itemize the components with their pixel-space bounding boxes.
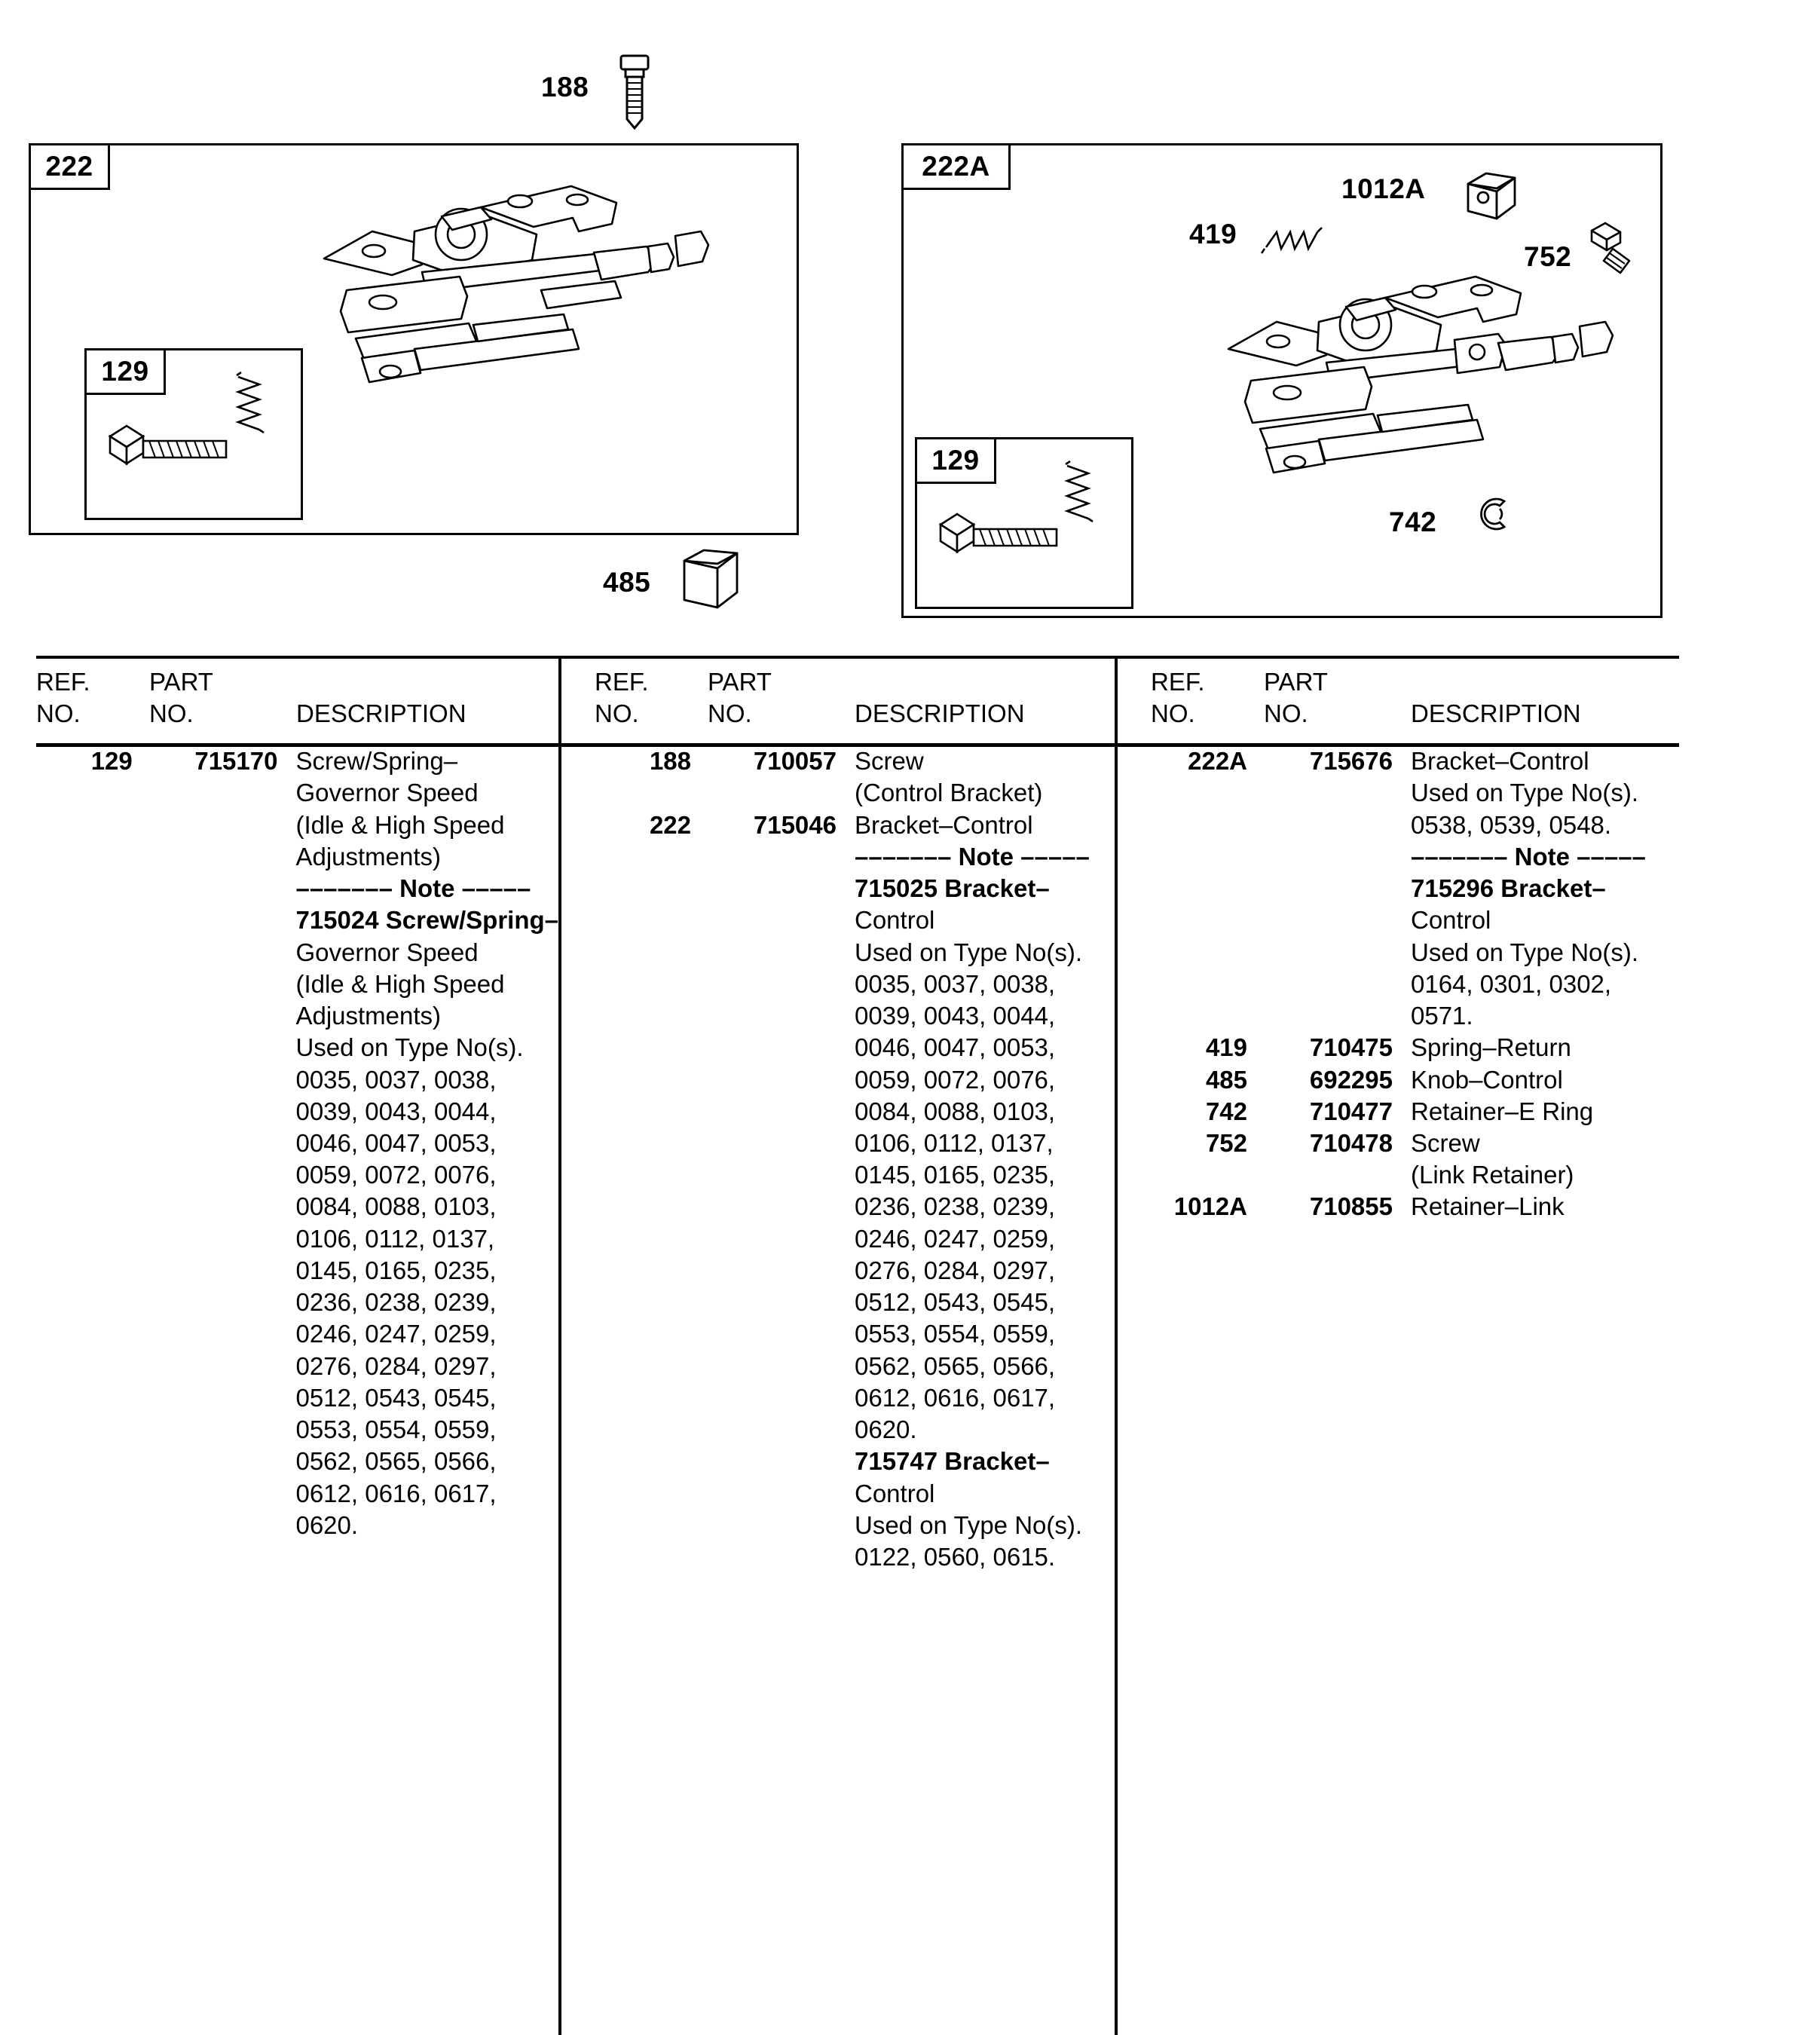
description-line: Knob–Control (1411, 1065, 1563, 1094)
description-line: Bracket–Control (1411, 747, 1589, 776)
header-part-line2: NO. (708, 699, 752, 727)
description-line: Governor Speed (295, 779, 479, 807)
callout-742: 742 (1389, 506, 1437, 537)
spring-return-419-icon (1260, 219, 1328, 264)
table-row (595, 745, 1115, 809)
header-part-line2: NO. (1264, 699, 1308, 727)
table-column-1 (0, 656, 558, 1573)
part-description (1403, 1096, 1680, 1128)
description-line: Governor Speed (295, 938, 479, 966)
knob-485-icon (677, 544, 745, 616)
header-ref-line2: NO. (595, 699, 639, 727)
part-description (847, 745, 1115, 809)
description-line: 0039, 0043, 0044, (855, 1002, 1056, 1030)
description-line: ––––––– Note ––––– (295, 874, 531, 903)
description-line: Screw (855, 747, 924, 776)
header-ref-line1: REF. (36, 668, 90, 696)
header-ref-line2: NO. (1151, 699, 1195, 727)
part-description (847, 809, 1115, 1574)
screw-129-right-icon (936, 499, 1072, 582)
ref-number: 419 (1205, 1033, 1247, 1062)
description-line: Used on Type No(s). (855, 1510, 1083, 1539)
header-description: DESCRIPTION (1411, 699, 1581, 727)
description-line: 0612, 0616, 0617, (295, 1479, 497, 1507)
header-ref-line1: REF. (1151, 668, 1205, 696)
description-line: 0084, 0088, 0103, (295, 1192, 497, 1221)
description-line: 0512, 0543, 0545, (295, 1383, 497, 1412)
part-number: 692295 (1309, 1065, 1393, 1094)
description-line: ––––––– Note ––––– (855, 842, 1090, 871)
description-line: 0612, 0616, 0617, (855, 1383, 1056, 1412)
retainer-e-ring-742-icon (1470, 494, 1522, 539)
description-line: Control (855, 906, 935, 935)
ref-number: 485 (1205, 1065, 1247, 1094)
description-line: 0164, 0301, 0302, (1411, 969, 1612, 998)
description-line: 0059, 0072, 0076, (295, 1161, 497, 1189)
table-row (1151, 1191, 1680, 1223)
description-line: 0553, 0554, 0559, (855, 1320, 1056, 1348)
description-line: 0276, 0284, 0297, (855, 1256, 1056, 1284)
ref-number: 742 (1205, 1097, 1247, 1125)
part-number: 710477 (1309, 1097, 1393, 1125)
description-line: Screw/Spring– (295, 747, 458, 776)
description-line: 0246, 0247, 0259, (295, 1320, 497, 1348)
table-row (1151, 745, 1680, 1032)
callout-1012a: 1012A (1341, 173, 1426, 204)
spring-129-left-icon (226, 369, 279, 437)
header-part-line1: PART (708, 668, 772, 696)
column-3-header (1151, 656, 1680, 729)
description-line: (Idle & High Speed (295, 969, 505, 998)
description-line: 0106, 0112, 0137, (295, 1224, 495, 1253)
description-line: Adjustments) (295, 1002, 442, 1030)
description-line: Control (1411, 906, 1491, 935)
header-description: DESCRIPTION (855, 699, 1025, 727)
description-line: Used on Type No(s). (1411, 938, 1639, 966)
description-line: (Link Retainer) (1411, 1161, 1574, 1189)
table-row (1151, 1128, 1680, 1191)
ref-number: 222 (649, 810, 691, 839)
description-line: 0553, 0554, 0559, (295, 1415, 497, 1444)
description-line: 715747 Bracket– (855, 1447, 1050, 1476)
part-description (1403, 1128, 1680, 1191)
callout-188: 188 (541, 72, 589, 103)
description-line: Spring–Return (1411, 1033, 1571, 1062)
description-line: 0145, 0165, 0235, (855, 1161, 1056, 1189)
description-line: 0122, 0560, 0615. (855, 1543, 1056, 1571)
description-line: Screw (1411, 1128, 1480, 1157)
part-description (1403, 1032, 1680, 1063)
column-1-header (36, 656, 558, 729)
column-1-rows (36, 729, 558, 1541)
description-line: Used on Type No(s). (1411, 779, 1639, 807)
screw-188-icon (610, 53, 663, 136)
column-3-rows (1151, 729, 1680, 1223)
header-ref-line1: REF. (595, 668, 649, 696)
part-number: 710475 (1309, 1033, 1393, 1062)
description-line: 715296 Bracket– (1411, 874, 1606, 903)
description-line: 715025 Bracket– (855, 874, 1050, 903)
description-line: 0571. (1411, 1002, 1473, 1030)
description-line: 0046, 0047, 0053, (855, 1033, 1056, 1062)
description-line: 0039, 0043, 0044, (295, 1097, 497, 1125)
table-row (1151, 1064, 1680, 1096)
table-row (595, 809, 1115, 1574)
part-number: 710057 (753, 747, 837, 776)
description-line: 0106, 0112, 0137, (855, 1128, 1054, 1157)
ref-number: 188 (649, 747, 691, 776)
control-bracket-assembly-222a-art (1206, 268, 1643, 516)
spring-129-right-icon (1055, 458, 1108, 526)
description-line: 0562, 0565, 0566, (855, 1351, 1056, 1380)
panel-222-label: 222 (29, 143, 110, 190)
parts-illustration (0, 0, 1820, 656)
table-row (1151, 1032, 1680, 1063)
description-line: 0236, 0238, 0239, (295, 1288, 497, 1317)
part-number: 715170 (194, 747, 278, 776)
description-line: 0236, 0238, 0239, (855, 1192, 1056, 1221)
description-line: 0046, 0047, 0053, (295, 1128, 497, 1157)
description-line: Used on Type No(s). (295, 1033, 524, 1062)
description-line: 715024 Screw/Spring– (295, 906, 558, 935)
column-2-header (595, 656, 1115, 729)
part-description (1403, 745, 1680, 1032)
callout-752: 752 (1524, 241, 1572, 272)
retainer-link-1012a-icon (1461, 164, 1521, 232)
header-ref-line2: NO. (36, 699, 81, 727)
description-line: 0035, 0037, 0038, (295, 1065, 497, 1094)
description-line: 0562, 0565, 0566, (295, 1447, 497, 1476)
table-column-2 (558, 656, 1115, 1573)
description-line: ––––––– Note ––––– (1411, 842, 1646, 871)
part-description (1403, 1064, 1680, 1096)
part-description (288, 745, 558, 1541)
ref-number: 129 (90, 747, 133, 776)
description-line: Retainer–E Ring (1411, 1097, 1594, 1125)
description-line: 0620. (295, 1510, 359, 1539)
part-number: 715046 (753, 810, 837, 839)
subpanel-129-left-label: 129 (84, 348, 166, 395)
table-row (36, 745, 558, 1541)
callout-485: 485 (603, 567, 651, 598)
description-line: Control (855, 1479, 935, 1507)
screw-752-icon (1583, 219, 1643, 279)
description-line: 0059, 0072, 0076, (855, 1065, 1056, 1094)
description-line: 0084, 0088, 0103, (855, 1097, 1056, 1125)
panel-222a-label: 222A (901, 143, 1011, 190)
description-line: (Idle & High Speed (295, 810, 505, 839)
description-line: Bracket–Control (855, 810, 1033, 839)
callout-419: 419 (1189, 219, 1237, 249)
subpanel-129-right-label: 129 (915, 437, 996, 484)
description-line: 0512, 0543, 0545, (855, 1288, 1056, 1317)
header-part-line1: PART (1264, 668, 1328, 696)
column-2-rows (595, 729, 1115, 1573)
ref-number: 222A (1188, 747, 1247, 776)
part-number: 710478 (1309, 1128, 1393, 1157)
part-description (1403, 1191, 1680, 1223)
description-line: 0276, 0284, 0297, (295, 1351, 497, 1380)
description-line: 0035, 0037, 0038, (855, 969, 1056, 998)
part-number: 715676 (1309, 747, 1393, 776)
description-line: 0145, 0165, 0235, (295, 1256, 497, 1284)
table-row (1151, 1096, 1680, 1128)
table-column-3 (1115, 656, 1680, 1573)
header-part-line2: NO. (149, 699, 194, 727)
description-line: 0620. (855, 1415, 917, 1444)
ref-number: 752 (1205, 1128, 1247, 1157)
header-part-line1: PART (149, 668, 213, 696)
description-line: 0246, 0247, 0259, (855, 1224, 1056, 1253)
screw-129-left-icon (106, 411, 241, 494)
ref-number: 1012A (1173, 1192, 1247, 1221)
control-bracket-assembly-222-art (301, 177, 739, 426)
description-line: 0538, 0539, 0548. (1411, 810, 1612, 839)
description-line: Used on Type No(s). (855, 938, 1083, 966)
part-number: 710855 (1309, 1192, 1393, 1221)
description-line: Adjustments) (295, 842, 442, 871)
description-line: Retainer–Link (1411, 1192, 1565, 1221)
description-line: (Control Bracket) (855, 779, 1043, 807)
header-description: DESCRIPTION (296, 699, 466, 727)
